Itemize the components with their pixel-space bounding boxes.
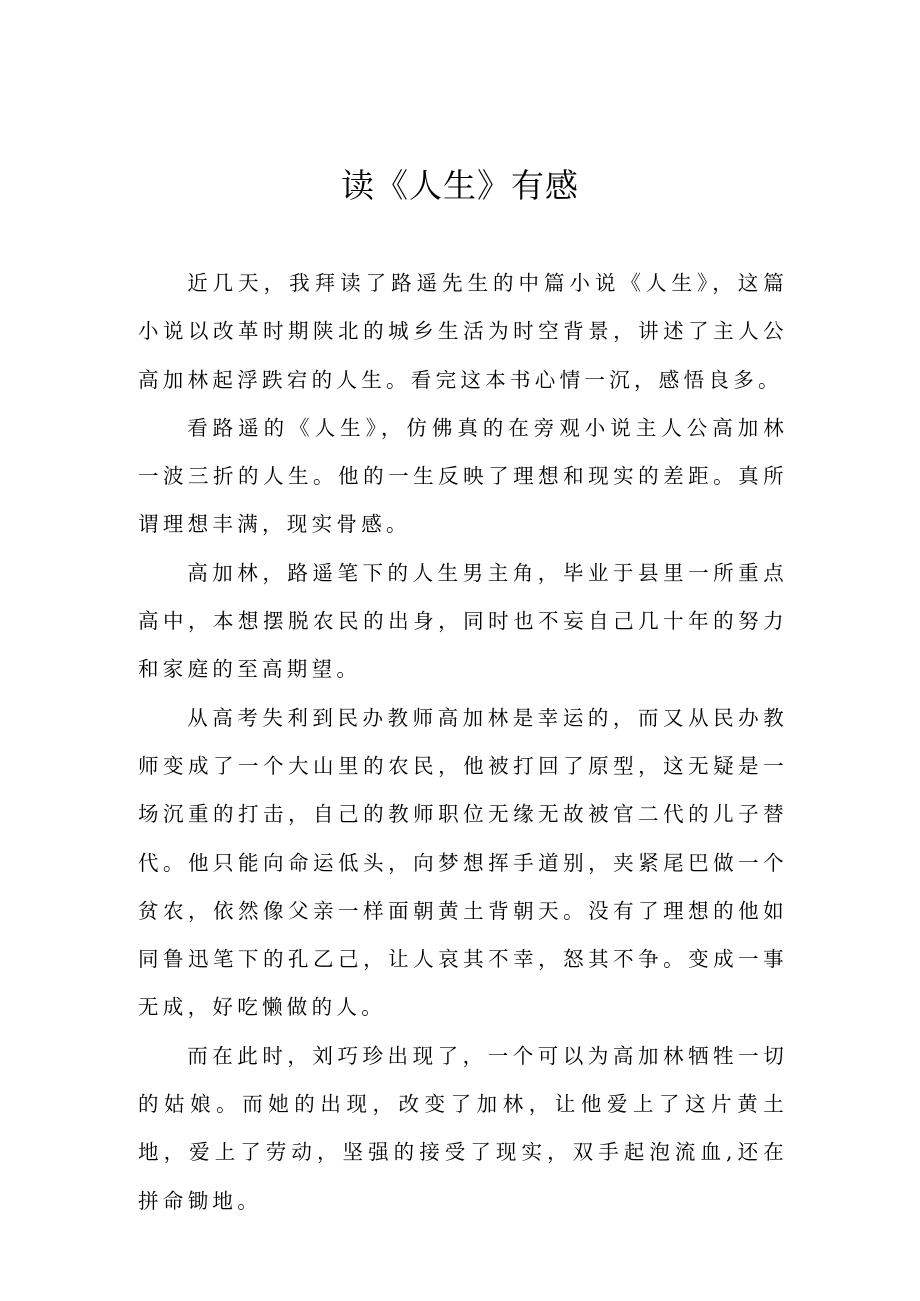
paragraph-2: 看路遥的《人生》，仿佛真的在旁观小说主人公高加林一波三折的人生。他的一生反映了理想和现实的差距。真所谓理想丰满，现实骨感。 (138, 415, 788, 537)
paragraph-1: 近几天，我拜读了路遥先生的中篇小说《人生》，这篇小说以改革时期陕北的城乡生活为时空背景，讲述了主人公高加林起浮跌宕的人生。看完这本书心情一沉，感悟良多。 (138, 271, 788, 392)
document-body (138, 259, 788, 1225)
document-title: 读《人生》有感 (341, 166, 579, 205)
paragraph-4: 从高考失利到民办教师高加林是幸运的，而又从民办教师变成了一个大山里的农民，他被打回了原型，这无疑是一场沉重的打击，自己的教师职位无缘无故被官二代的儿子替代。他只能向命运低头，向梦想挥手道别，夹紧尾巴做一个贫农，依然像父亲一样面朝黄土背朝天。没有了理想的他如同鲁迅笔下的孔乙己，让人哀其不幸，怒其不争。变成一事无成，好吃懒做的人。 (138, 705, 788, 1020)
paragraph-5: 而在此时，刘巧珍出现了，一个可以为高加林牺牲一切的姑娘。而她的出现，改变了加林，让他爱上了这片黄土地，爱上了劳动，坚强的接受了现实，双手起泡流血,还在拼命锄地。 (138, 1043, 788, 1213)
paragraph-3: 高加林，路遥笔下的人生男主角，毕业于县里一所重点高中，本想摆脱农民的出身，同时也不妄自己几十年的努力和家庭的至高期望。 (138, 560, 788, 682)
